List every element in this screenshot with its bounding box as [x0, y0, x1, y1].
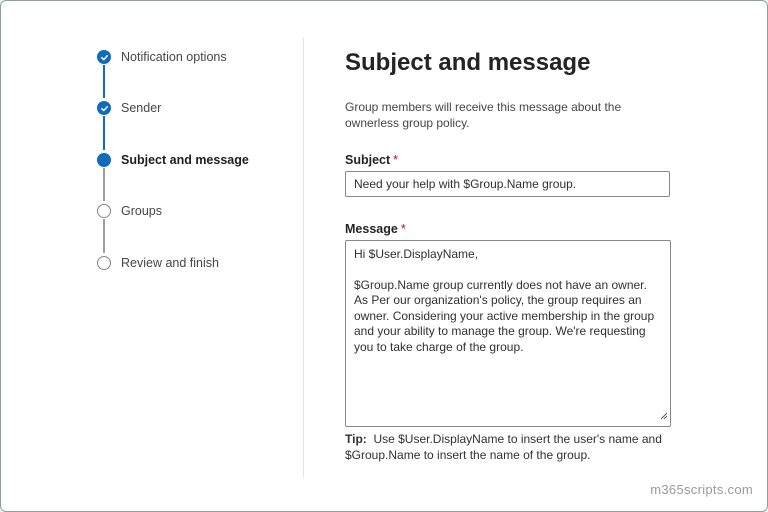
step-connector [103, 116, 105, 150]
tip-text: Tip: Use $User.DisplayName to insert the user's name and $Group.Name to insert the name of the group. [345, 432, 662, 462]
step-connector [103, 168, 105, 201]
step-label: Subject and message [121, 153, 249, 167]
message-body: $Group.Name group currently does not have an owner. As Per our organization's policy, the group requires an owner. Considering your active membership in the group and your ability to manage the group. We're requesting you to take charge of the group. [354, 277, 655, 354]
check-icon [97, 101, 111, 115]
wizard-stepper [1, 1, 303, 511]
required-mark: * [393, 153, 399, 167]
subject-label: Subject * [345, 153, 399, 167]
required-mark: * [400, 222, 406, 236]
subject-input[interactable]: Need your help with $Group.Name group. [345, 171, 670, 197]
resize-handle-icon[interactable] [660, 409, 668, 425]
message-label: Message * [345, 222, 406, 236]
step-sender[interactable] [97, 98, 161, 118]
message-textarea[interactable] [345, 240, 671, 427]
step-notification-options[interactable] [97, 47, 227, 67]
panel-divider [303, 37, 304, 479]
step-label: Sender [121, 101, 162, 115]
dot-icon [97, 153, 111, 167]
page-description: Group members will receive this message about the ownerless group policy. [345, 100, 622, 130]
step-label: Review and finish [121, 256, 219, 270]
circle-icon [97, 256, 111, 270]
step-groups[interactable] [97, 201, 162, 221]
step-label: Groups [121, 204, 162, 218]
page-title: Subject and message [345, 49, 591, 76]
step-label: Notification options [121, 50, 227, 64]
circle-icon [97, 204, 111, 218]
step-connector [103, 219, 105, 253]
step-review-and-finish[interactable] [97, 253, 219, 273]
step-subject-and-message[interactable] [97, 150, 249, 170]
message-greeting: Hi $User.DisplayName, [354, 247, 479, 261]
step-connector [103, 65, 105, 98]
check-icon [97, 50, 111, 64]
watermark: m365scripts.com [650, 482, 753, 497]
